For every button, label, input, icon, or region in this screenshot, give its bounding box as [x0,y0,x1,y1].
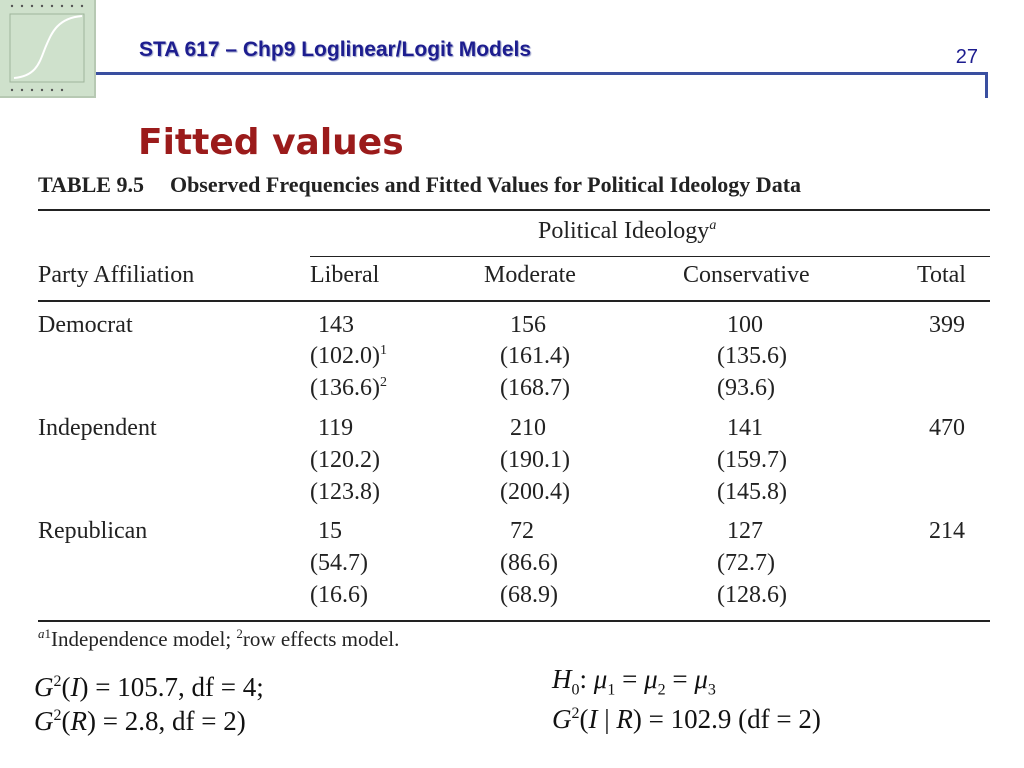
table-cell: 156 [510,312,546,338]
table-cell: (86.6) [500,550,558,576]
table-cell-total: 470 [929,415,965,441]
table-cell: (190.1) [500,447,570,473]
g2-independence-stat: $G^2(I) = 105.7$, df = 4; [34,672,264,702]
table-cell-total: 399 [929,312,965,338]
table-cell: (16.6) [310,582,368,608]
column-header-total: Total [917,262,966,288]
header-bottom-rule [38,300,990,302]
group-header-text: Political Ideology [538,218,710,244]
table-cell: 143 [318,312,354,338]
row-header: Party Affiliation [38,262,195,288]
header-divider [96,72,988,75]
table-cell: (135.6) [717,343,787,369]
table-cell: 15 [318,518,342,544]
table-caption [38,172,801,198]
table-cell: (159.7) [717,447,787,473]
course-title: STA 617 – Chp9 Loglinear/Logit Models [139,38,532,61]
column-header-conservative: Conservative [683,262,810,288]
table-number: TABLE 9.5 [38,172,144,197]
header-divider-corner [985,72,988,98]
table-cell: (54.7) [310,550,368,576]
table-cell: 100 [727,312,763,338]
null-hypothesis: $H_0$: $\mu_1 = \mu_2 = \mu_3$ [552,664,716,699]
table-cell: (136.6)$^2$ [310,375,387,401]
table-cell: 119 [318,415,354,441]
column-header-moderate: Moderate [484,262,576,288]
table-top-rule [38,209,990,211]
table-cell: (102.0)$^1$ [310,343,387,369]
sigmoid-curve-icon [0,0,96,98]
table-cell: (200.4) [500,479,570,505]
table-caption-text: Observed Frequencies and Fitted Values for Political Ideology Data [169,172,802,197]
g2-row-effects-stat: $G^2(R) = 2.8$, df = 2) [34,706,246,736]
table-cell: (123.8) [310,479,380,505]
group-header-rule [310,256,990,257]
slide-title: Fitted values [138,122,404,163]
column-header-liberal: Liberal [310,262,380,288]
table-cell: (68.9) [500,582,558,608]
table-cell: 210 [510,415,546,441]
table-cell: (72.7) [717,550,775,576]
table-cell-total: 214 [929,518,965,544]
table-cell: 72 [510,518,534,544]
page-number: 27 [955,46,978,68]
group-header [538,218,716,245]
table-bottom-rule [38,620,990,622]
g2-conditional-stat: $G^2(I$ | R) = 102.9 (df = 2) [552,704,821,734]
table-cell: (168.7) [500,375,570,401]
table-cell: (145.8) [717,479,787,505]
table-cell: (120.2) [310,447,380,473]
table-cell: 141 [727,415,763,441]
row-label-republican: Republican [38,518,148,544]
table-cell: (161.4) [500,343,570,369]
row-label-democrat: Democrat [38,312,133,338]
row-label-independent: Independent [38,415,157,441]
table-footnote: $^{a1}$Independence model; $^2$row effects model. [38,626,400,651]
table-cell: 127 [727,518,763,544]
table-cell: (93.6) [717,375,775,401]
course-logo [0,0,96,98]
table-cell: (128.6) [717,582,787,608]
group-header-note: a [709,218,717,233]
